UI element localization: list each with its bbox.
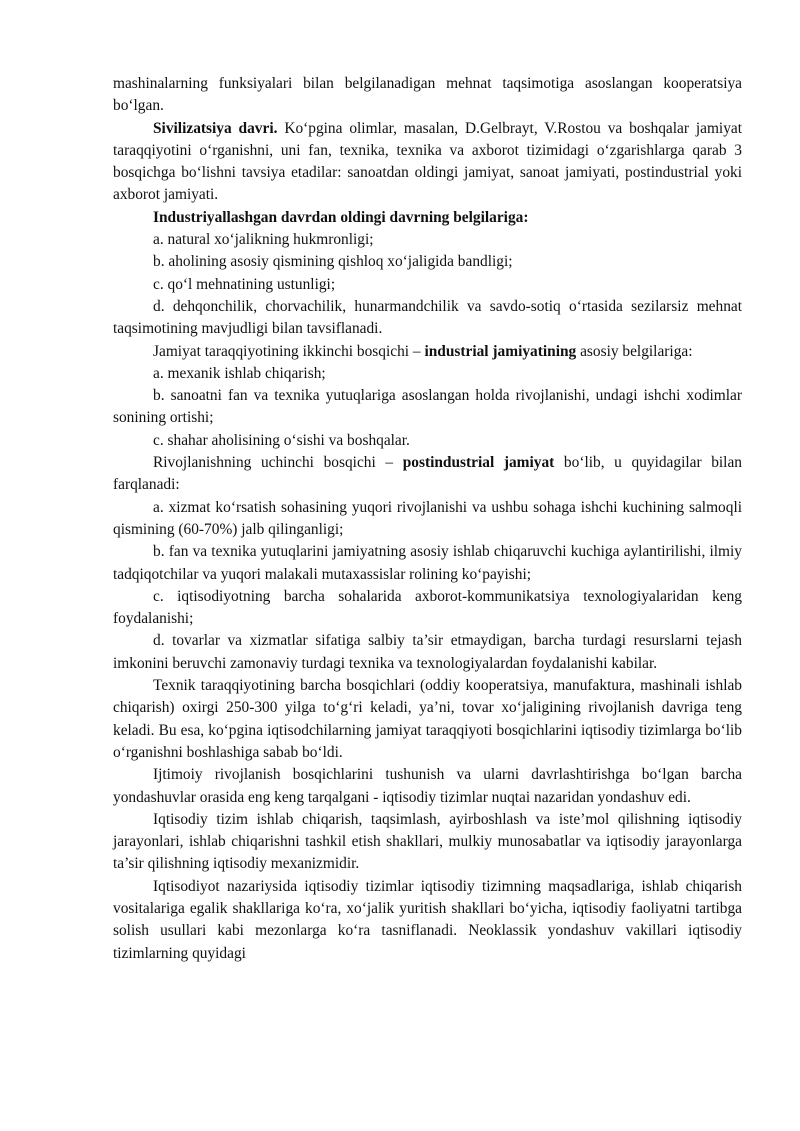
list-item-preindustrial-c: c. qo‘l mehnatining ustunligi; [153, 275, 336, 293]
list-item-postindustrial-c: c. iqtisodiyotning barcha sohalarida axborot-kommunikatsiya texnologiyalaridan keng foydalanishi; [113, 587, 742, 628]
paragraph-technical-progress: Texnik taraqqiyotining barcha bosqichlari (oddiy kooperatsiya, manufaktura, mashinali ishlab chiqarish) oxirgi 250-300 yilga to‘g‘ri keladi, ya’ni, tovar xo‘jaligining rivojlanish davriga teng keladi. Bu esa, ko‘pgina iqtisodchilarning jamiyat taraqqiyoti bosqichlarini iqtisodiy tizimlarga bo‘lib o‘rganishni boshlashiga sabab bo‘ldi. [113, 677, 742, 761]
paragraph-social-development: Ijtimoiy rivojlanish bosqichlarini tushunish va ularni davrlashtirishga bo‘lgan barcha yondashuvlar orasida eng keng tarqalgani - iqtisodiy tizimlar nuqtai nazaridan yondashuv edi. [113, 766, 742, 806]
paragraph-postindustrial-tail: bo‘lib, u quyidagilar bilan farqlanadi: [113, 454, 742, 494]
term-industrial: industrial jamiyatining [424, 342, 577, 360]
list-item-postindustrial-a: a. xizmat ko‘rsatish sohasining yuqori rivojlanishi va ushbu sohaga ishchi kuchining salmoqli qismining (60-70%) jalb qilinganligi; [113, 498, 742, 538]
list-item-preindustrial-d: d. dehqonchilik, chorvachilik, hunarmandchilik va savdo-sotiq o‘rtasida sezilarsiz mehnat taqsimotining mavjudligi bilan tavsiflanadi. [113, 297, 742, 338]
paragraph-civilization [113, 118, 742, 207]
list-item-preindustrial-b: b. aholining asosiy qismining qishloq xo‘jaligida bandligi; [153, 253, 513, 271]
list-item-industrial-b: b. sanoatni fan va texnika yutuqlariga asoslangan holda rivojlanishi, undagi ishchi xodimlar sonining ortishi; [113, 387, 742, 427]
list-item-postindustrial-b: b. fan va texnika yutuqlarini jamiyatning asosiy ishlab chiqaruvchi kuchiga aylantirilishi, ilmiy tadqiqotchilar va yuqori malakali mutaxassislar rolining ko‘payishi; [113, 543, 742, 583]
paragraph-postindustrial-lead: Rivojlanishning uchinchi bosqichi – [153, 454, 403, 472]
paragraph-industrial-lead: Jamiyat taraqqiyotining ikkinchi bosqichi – [153, 342, 425, 360]
paragraph-economic-theory: Iqtisodiyot nazariysida iqtisodiy tizimlar iqtisodiy tizimning maqsadlariga, ishlab chiqarish vositalariga egalik shakllariga ko‘ra, xo‘jalik yuritish shakllari bo‘yicha, iqtisodiy faoliyatni tartibga solish usullari kabi mezonlarga ko‘ra tasniflanadi. Neoklassik yondashuv vakillari iqtisodiy tizimlarning quyidagi [113, 877, 742, 962]
document-page [113, 73, 742, 965]
list-item-industrial-a: a. mexanik ishlab chiqarish; [153, 364, 326, 382]
paragraph-industrial-tail: asosiy belgilariga: [576, 342, 693, 360]
heading-preindustrial-text: Industriyallashgan davrdan oldingi davrning belgilariga: [153, 208, 529, 226]
list-item-industrial-c: c. shahar aholisining o‘sishi va boshqalar. [153, 431, 410, 449]
paragraph-civilization-text: Ko‘pgina olimlar, masalan, D.Gelbrayt, V.Rostou va boshqalar jamiyat taraqqiyotini o‘rganishni, uni fan, texnika, texnika va axborot tizimidagi o‘zgarishlarga qarab 3 bosqichga bo‘lishni tavsiya etadilar: sanoatdan oldingi jamiyat, sanoat jamiyati, postindustrial yoki axborot jamiyati. [113, 119, 742, 204]
paragraph-intro: mashinalarning funksiyalari bilan belgilanadigan mehnat taqsimotiga asoslangan kooperatsiya bo‘lgan. [113, 75, 742, 115]
list-item-postindustrial-d: d. tovarlar va xizmatlar sifatiga salbiy ta’sir etmaydigan, barcha turdagi resurslarni tejash imkonini beruvchi zamonaviy turdagi texnika va texnologiyalardan foydalanishi kabilar. [113, 632, 742, 672]
paragraph-postindustrial [113, 452, 742, 497]
heading-civilization: Sivilizatsiya davri. [153, 119, 278, 137]
heading-preindustrial [113, 207, 742, 229]
term-postindustrial: postindustrial jamiyat [402, 454, 555, 472]
paragraph-economic-system: Iqtisodiy tizim ishlab chiqarish, taqsimlash, ayirboshlash va iste’mol qilishning iqtisodiy jarayonlari, ishlab chiqarishni tashkil etish shakllari, mulkiy munosabatlar va iqtisodiy jarayonlarga ta’sir qilishning iqtisodiy mexanizmidir. [113, 810, 742, 873]
paragraph-industrial [113, 341, 742, 363]
list-item-preindustrial-a: a. natural xo‘jalikning hukmronligi; [153, 231, 374, 249]
